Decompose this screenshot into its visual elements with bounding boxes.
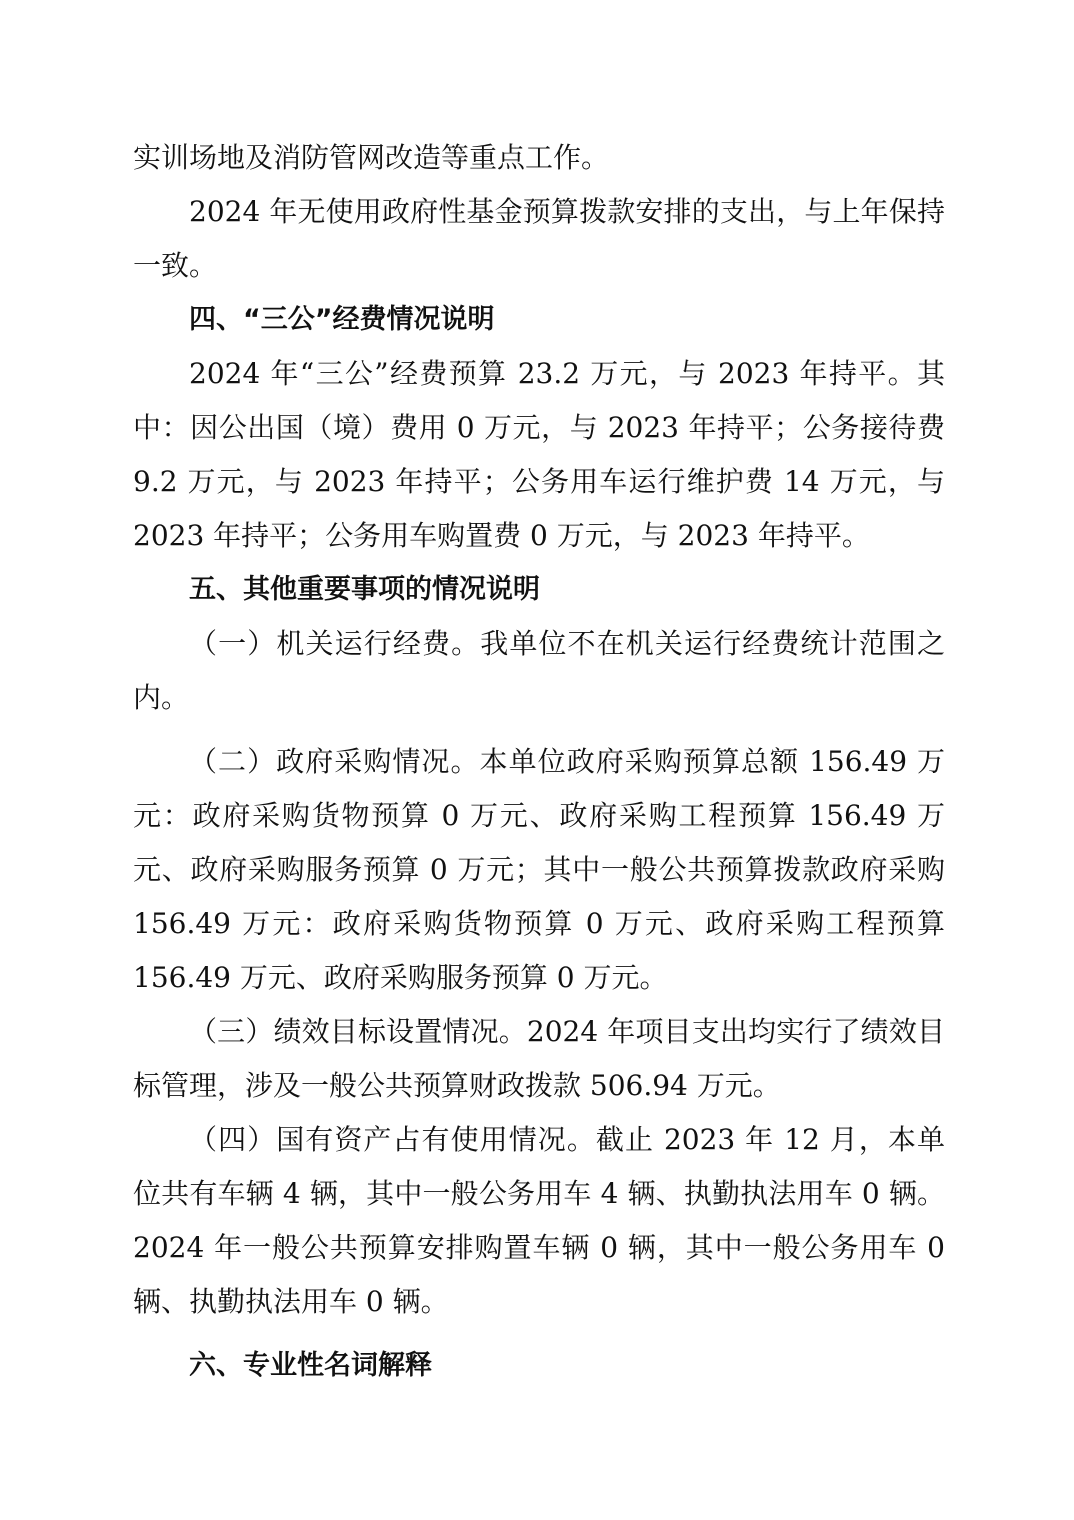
paragraph-state-assets: （四）国有资产占有使用情况。截止 2023 年 12 月，本单位共有车辆 4 辆，其中一般公务用车 4 辆、执勤执法用车 0 辆。2024 年一般公共预算安排购置车辆 0 辆，其中一般公务用车 0 辆、执勤执法用车 0 辆。 (133, 1123, 945, 1318)
heading-three-public-expenses: 四、“三公”经费情况说明 (189, 304, 495, 335)
paragraph-three-public-expenses: 2024 年“三公”经费预算 23.2 万元，与 2023 年持平。其中：因公出国（境）费用 0 万元，与 2023 年持平；公务接待费 9.2 万元，与 2023 年持平；公务用车运行维护费 14 万元，与 2023 年持平；公务用车购置费 0 万元，与 2023 年持平。 (133, 357, 945, 552)
heading-terminology: 六、专业性名词解释 (189, 1350, 432, 1381)
paragraph-operating-expenses: （一）机关运行经费。我单位不在机关运行经费统计范围之内。 (133, 627, 945, 714)
paragraph-continuation: 实训场地及消防管网改造等重点工作。 (133, 141, 610, 174)
paragraph-performance-targets: （三）绩效目标设置情况。2024 年项目支出均实行了绩效目标管理，涉及一般公共预算财政拨款 506.94 万元。 (133, 1015, 945, 1102)
heading-other-important-matters: 五、其他重要事项的情况说明 (189, 574, 540, 605)
paragraph-government-procurement: （二）政府采购情况。本单位政府采购预算总额 156.49 万元：政府采购货物预算 0 万元、政府采购工程预算 156.49 万元、政府采购服务预算 0 万元；其中一般公共预算拨款政府采购 156.49 万元：政府采购货物预算 0 万元、政府采购工程预算 156.49 万元、政府采购服务预算 0 万元。 (133, 745, 945, 994)
document-page (133, 131, 945, 1393)
paragraph-fund-budget: 2024 年无使用政府性基金预算拨款安排的支出，与上年保持一致。 (133, 195, 945, 282)
